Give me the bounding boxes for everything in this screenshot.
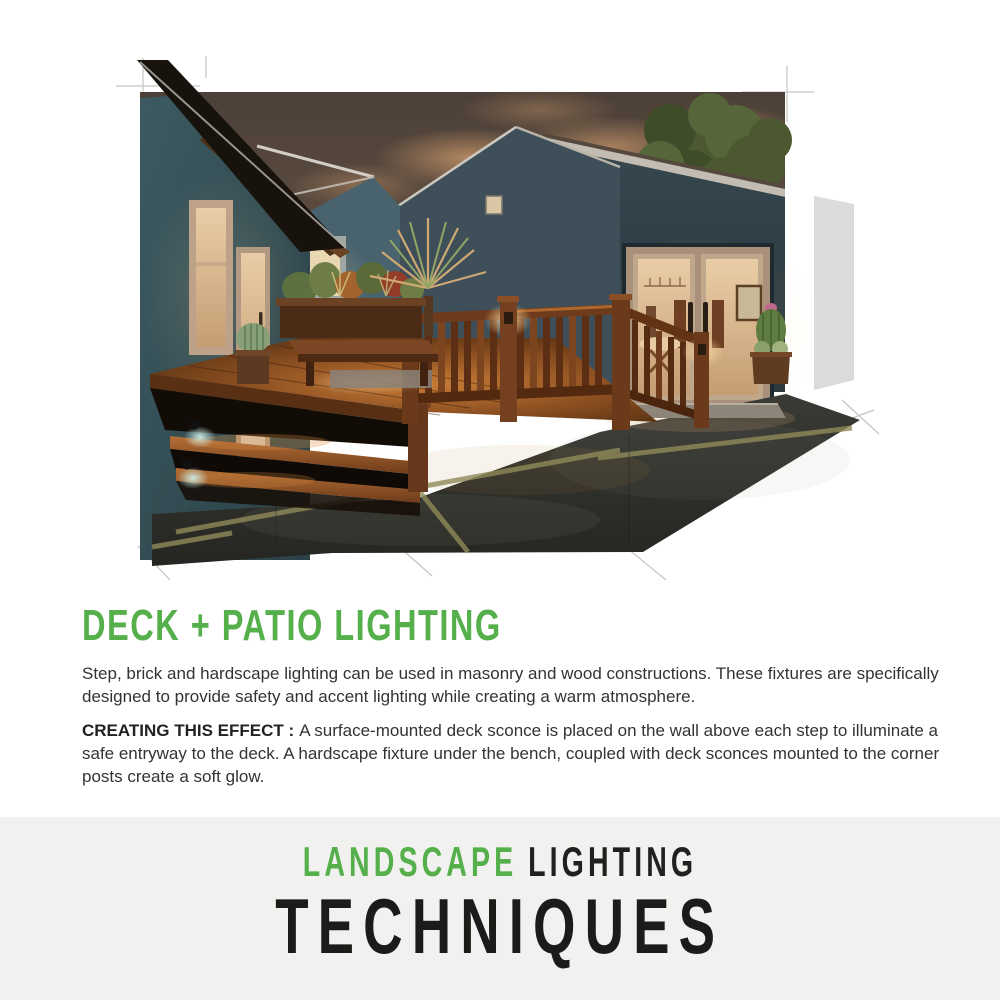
picture-frame (737, 286, 761, 320)
series-title (179, 882, 820, 970)
article-block (82, 601, 942, 789)
cactus-pot-left (235, 323, 271, 384)
effect-text: A surface-mounted deck sconce is placed on the wall above each step to illuminate a safe entryway to the deck. A hardscape fixture under the bench, coupled with deck sconces mounted to the corner posts create a soft glow. (82, 721, 940, 787)
effect-label: CREATING THIS EFFECT : (82, 721, 295, 741)
effect-paragraph (82, 719, 940, 788)
series-word-lighting: LIGHTING (528, 838, 698, 885)
step-sconce (182, 459, 193, 470)
bench (288, 340, 438, 354)
intro-paragraph: Step, brick and hardscape lighting can be used in masonry and wood constructions. These fixtures are specifically designed to provide safety and accent lighting while creating a warm atmosphere. (82, 664, 939, 707)
deck-sconce (698, 344, 706, 355)
left-window (189, 200, 233, 355)
gray-wall-panel (814, 196, 854, 390)
page-title-text: DECK + PATIO LIGHTING (82, 601, 502, 650)
railing-post (612, 300, 630, 430)
series-title-text: TECHNIQUES (275, 882, 725, 970)
attic-window (486, 196, 502, 214)
footer-band (0, 817, 1000, 1000)
planter-box (280, 306, 422, 338)
series-word-landscape: LANDSCAPE (302, 838, 518, 885)
deck-sconce (504, 312, 513, 324)
page-title (82, 601, 942, 650)
step-sconce (189, 419, 200, 430)
series-subtitle (210, 838, 790, 885)
